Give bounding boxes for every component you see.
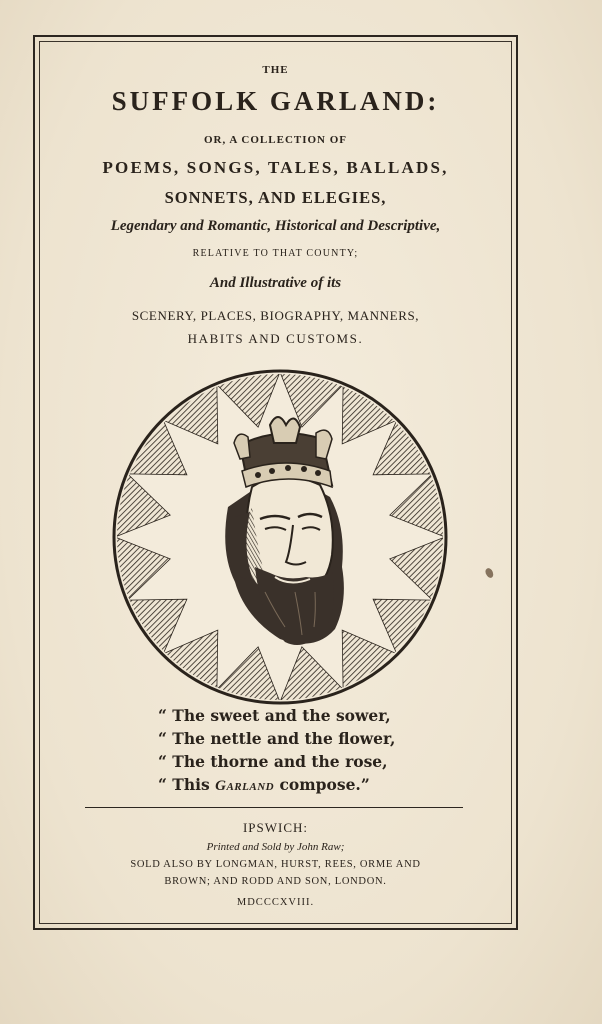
imprint-sold-line-1: SOLD ALSO BY LONGMAN, HURST, REES, ORME AND xyxy=(130,859,421,870)
illustrative-line: And Illustrative of its xyxy=(209,275,342,291)
epigraph-line-4-start: “ This xyxy=(158,775,216,794)
divider-rule xyxy=(85,807,463,808)
imprint-place: IPSWICH: xyxy=(242,820,309,835)
relative-line: RELATIVE TO THAT COUNTY; xyxy=(192,248,359,259)
epigraph-line-4 xyxy=(158,775,370,795)
epigraph-line-1: “ The sweet and the sower, xyxy=(158,706,391,725)
imprint-date: MDCCCXVIII. xyxy=(236,897,315,908)
epigraph-line-3: “ The thorne and the rose, xyxy=(158,752,388,771)
epigraph-garland-word: Garland xyxy=(215,778,275,794)
title-article: THE xyxy=(262,64,289,76)
topics-line-1: SCENERY, PLACES, BIOGRAPHY, MANNERS, xyxy=(131,308,420,323)
epigraph-line-2: “ The nettle and the flower, xyxy=(158,729,396,748)
imprint-printer: Printed and Sold by John Raw; xyxy=(206,841,345,853)
or-line: OR, A COLLECTION OF xyxy=(203,134,348,146)
crowned-king-head-medallion-icon xyxy=(110,367,450,707)
subtitle: Legendary and Romantic, Historical and Descriptive, xyxy=(110,218,441,234)
title-page xyxy=(40,42,511,922)
book-title: SUFFOLK GARLAND: xyxy=(111,86,440,116)
topics-line-2: HABITS AND CUSTOMS. xyxy=(187,331,364,346)
genres-line-2: SONNETS, AND ELEGIES, xyxy=(164,188,387,207)
imprint-sold-line-2: BROWN; AND RODD AND SON, LONDON. xyxy=(164,876,387,887)
genres-line-1: POEMS, SONGS, TALES, BALLADS, xyxy=(102,158,449,177)
epigraph-line-4-end: compose.” xyxy=(274,775,370,794)
